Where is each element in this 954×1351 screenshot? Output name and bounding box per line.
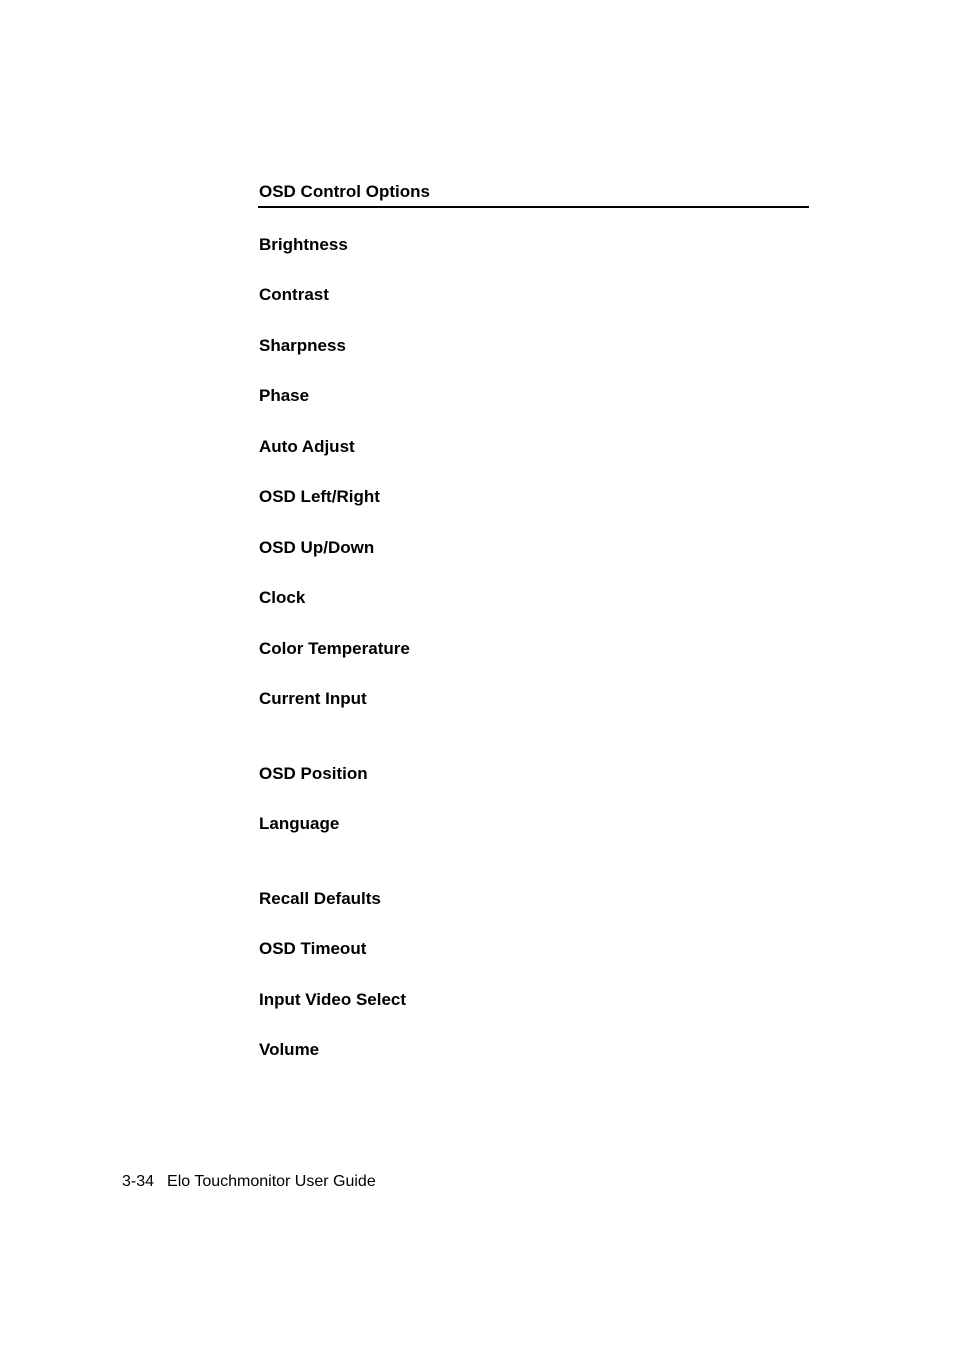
option-osd-timeout: OSD Timeout — [259, 939, 367, 958]
option-recall-defaults: Recall Defaults — [259, 889, 381, 908]
option-current-input: Current Input — [259, 689, 367, 708]
option-phase: Phase — [259, 386, 310, 405]
guide-title: Elo Touchmonitor User Guide — [167, 1173, 376, 1190]
page-footer — [122, 1172, 376, 1192]
option-volume: Volume — [259, 1040, 320, 1059]
option-brightness: Brightness — [259, 235, 348, 254]
option-color-temperature: Color Temperature — [259, 639, 410, 658]
option-language: Language — [259, 814, 340, 833]
page-number: 3-34 — [122, 1173, 155, 1190]
section-heading: OSD Control Options — [259, 182, 430, 201]
option-sharpness: Sharpness — [259, 336, 346, 355]
heading-rule — [258, 206, 809, 208]
option-input-video-select: Input Video Select — [259, 990, 407, 1009]
option-contrast: Contrast — [259, 285, 329, 304]
option-osd-left-right: OSD Left/Right — [259, 487, 380, 506]
option-osd-up-down: OSD Up/Down — [259, 538, 375, 557]
option-clock: Clock — [259, 588, 306, 607]
option-auto-adjust: Auto Adjust — [259, 437, 355, 456]
option-osd-position: OSD Position — [259, 764, 368, 783]
